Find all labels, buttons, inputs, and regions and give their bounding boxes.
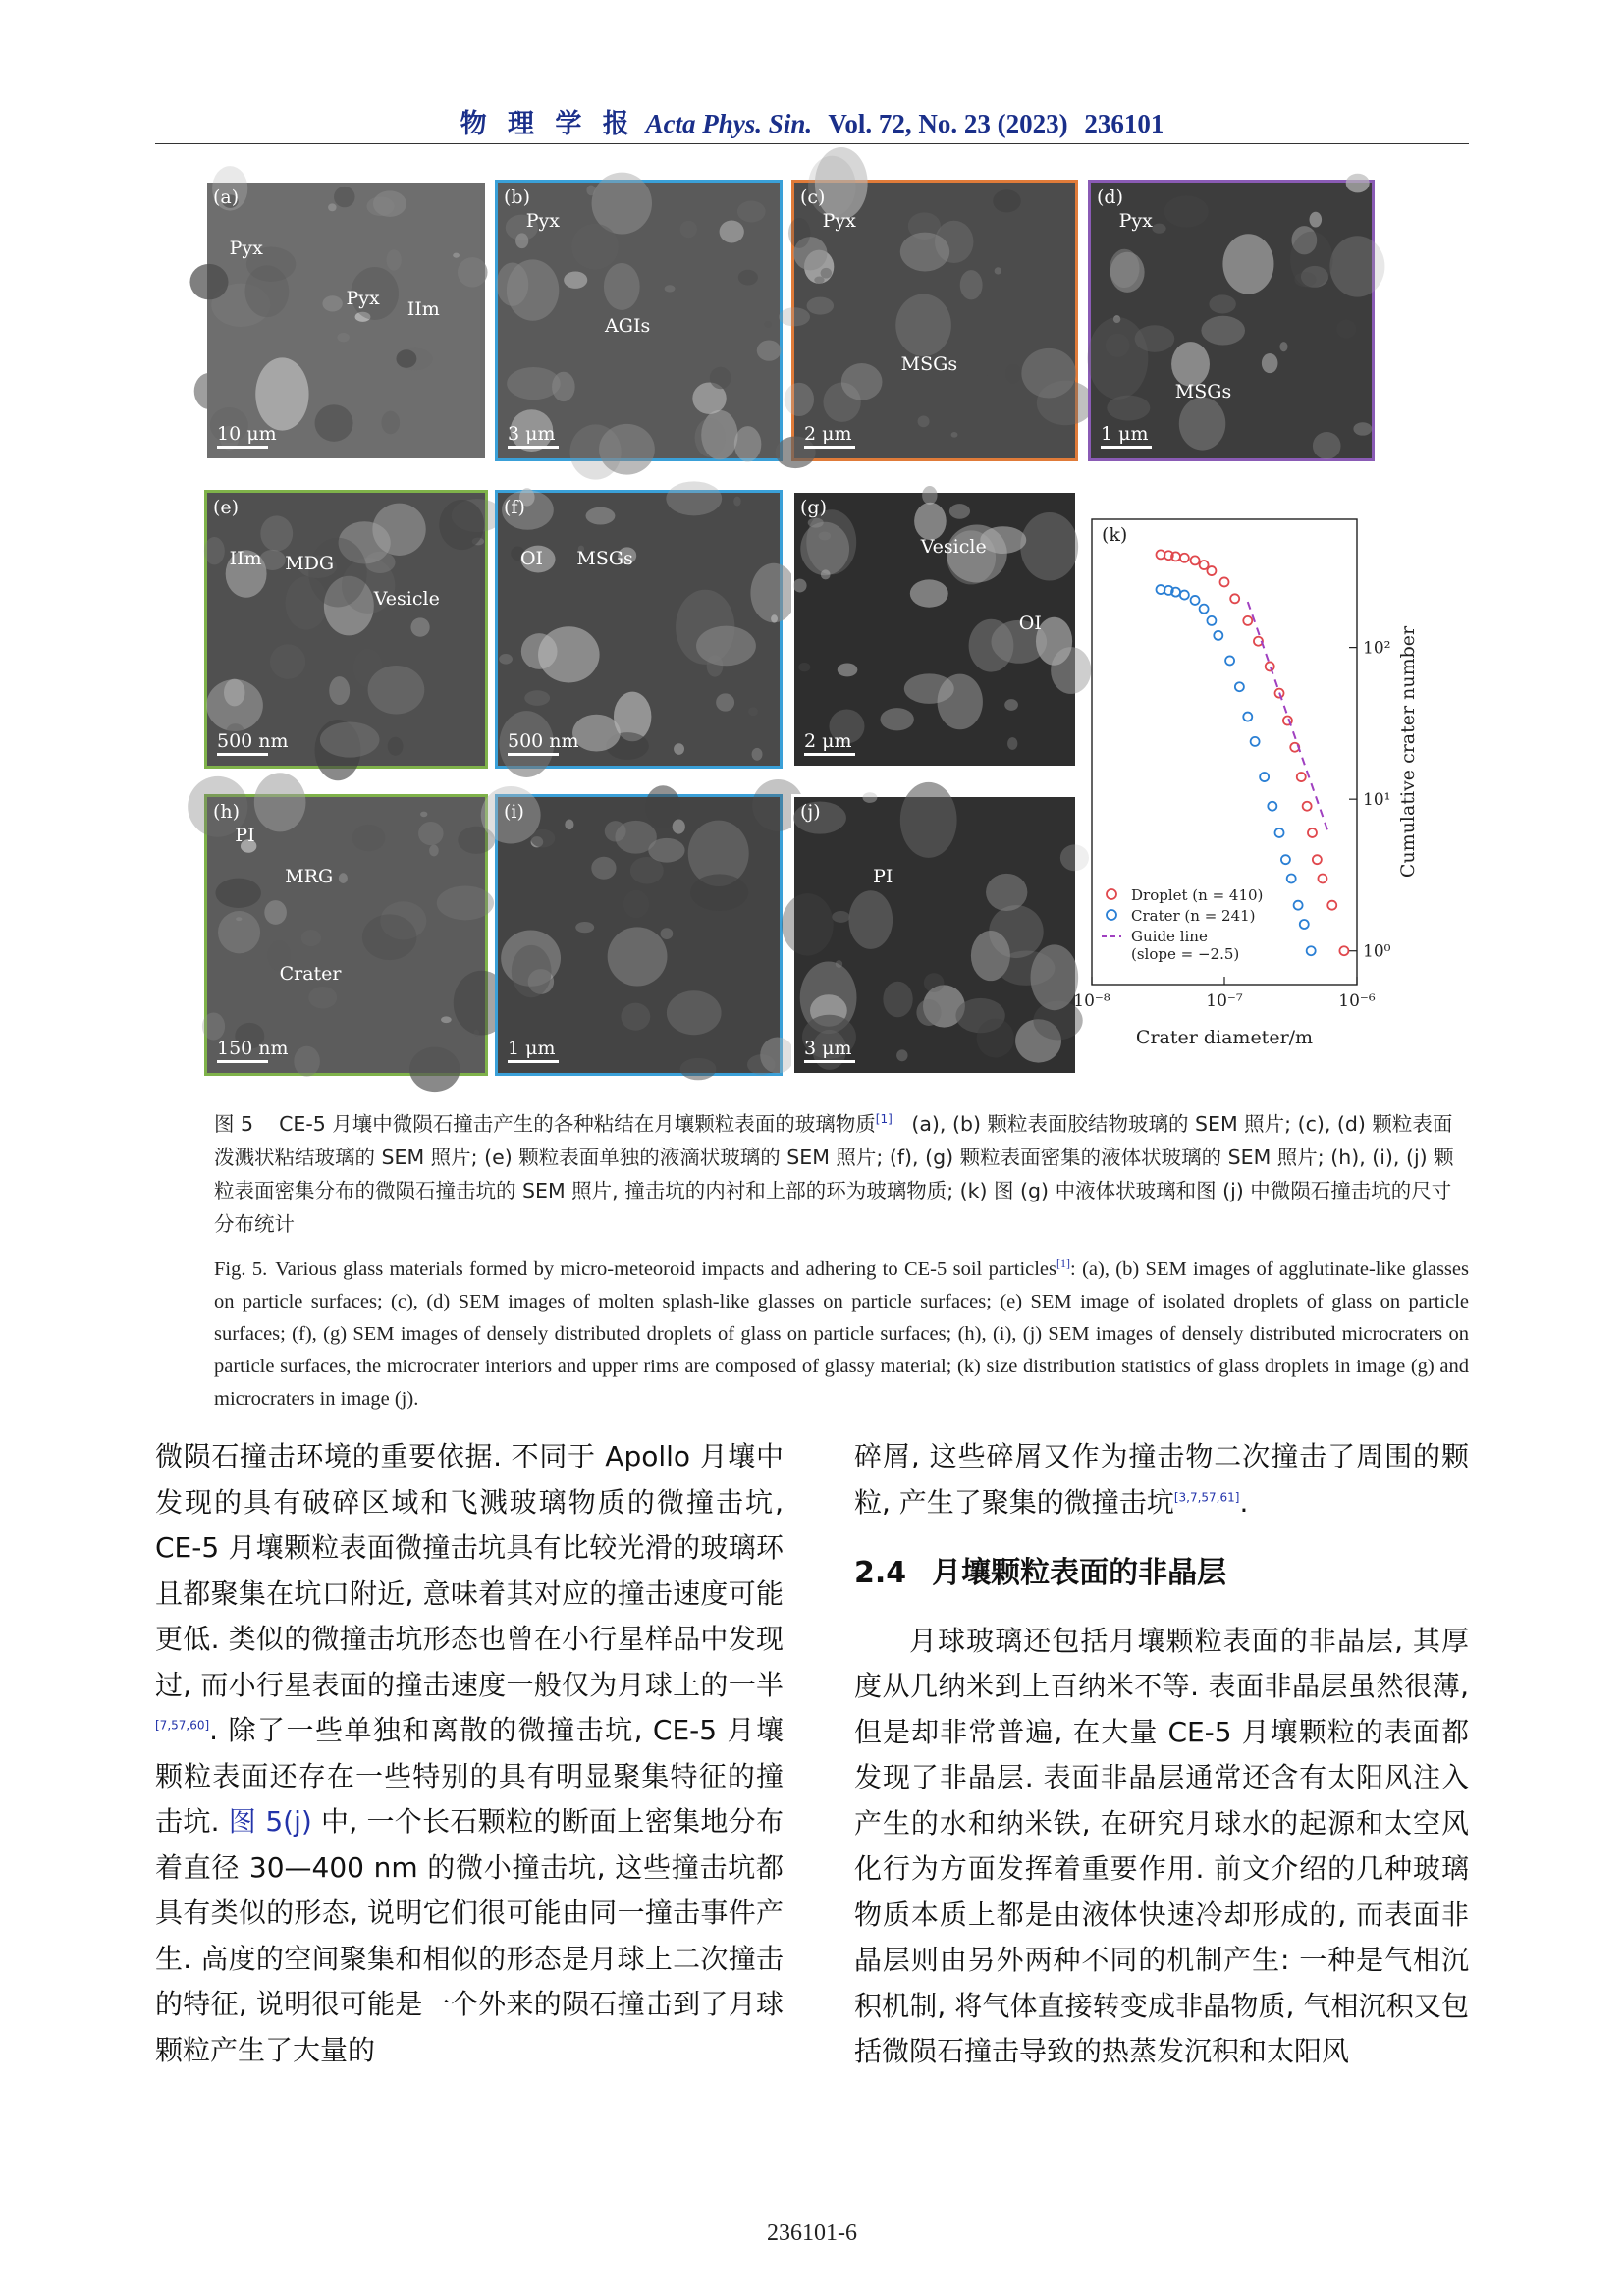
scale-bar-label-a: 10 μm [217, 423, 277, 445]
chart-panel-label: (k) [1102, 524, 1128, 546]
panel-g-annotation: Vesicle [920, 536, 987, 559]
panel-f [495, 490, 783, 769]
scale-bar-h [217, 1060, 268, 1063]
scale-bar-label-b: 3 μm [508, 423, 556, 445]
body-right-column [854, 1434, 1469, 2075]
panel-e [204, 490, 488, 769]
sem-image-e [207, 493, 485, 766]
figure-5j-link[interactable]: 图 5(j) [228, 1805, 312, 1838]
x-tick-label: 10⁻⁶ [1338, 991, 1376, 1011]
panel-d [1088, 180, 1375, 461]
body-right-ref[interactable]: [3,7,57,61] [1173, 1490, 1240, 1505]
x-axis-label: Crater diameter/m [1135, 1027, 1314, 1048]
panel-c-annotation: Pyx [822, 210, 856, 233]
legend-entry: (slope = −2.5) [1131, 945, 1240, 963]
panel-label-h: (h) [213, 801, 241, 823]
scale-bar-f [508, 753, 559, 756]
legend-entry: Guide line [1131, 928, 1208, 945]
sem-image-f [498, 493, 780, 766]
panel-c-annotation: MSGs [900, 353, 958, 376]
caption-en-text-1: Various glass materials formed by micro-meteoroid impacts and adhering to CE-5 soil particles [275, 1258, 1057, 1280]
panel-h-annotation: PI [235, 825, 255, 847]
body-right-text-1: 碎屑, 这些碎屑又作为撞击物二次撞击了周围的颗粒, 产生了聚集的微撞击坑 [854, 1440, 1469, 1519]
panel-b [495, 180, 783, 461]
body-left-text-3: 中, 一个长石颗粒的断面上密集地分布着直径 30—400 nm 的微小撞击坑, 这些撞击坑都具有类似的形态, 说明它们很可能由同一撞击事件产生. 高度的空间聚集和相似的形态是月球上二次撞击的特征, 说明很可能是一个外来的陨石撞击到了月球颗粒产生了大量的 [155, 1805, 785, 2066]
panel-d-annotation: MSGs [1174, 381, 1232, 403]
panel-h [204, 794, 488, 1076]
panel-e-annotation: IIm [229, 547, 262, 569]
panel-d-annotation: Pyx [1118, 210, 1153, 233]
panel-f-annotation: MSGs [576, 547, 633, 569]
section-number: 2.4 [854, 1556, 907, 1590]
sem-image-j [794, 797, 1075, 1073]
body-left-text-1: 微陨石撞击环境的重要依据. 不同于 Apollo 月壤中发现的具有破碎区域和飞溅玻璃物质的微撞击坑, CE-5 月壤颗粒表面微撞击坑具有比较光滑的玻璃环且都聚集在坑口附近, 意味着其对应的撞击速度可能更低. 类似的微撞击坑形态也曾在小行星样品中发现过, 而小行星表面的撞击速度一般仅为月球上的一半 [155, 1440, 784, 1701]
caption-cn [214, 1107, 1469, 1241]
panel-label-f: (f) [504, 497, 525, 518]
scale-bar-label-e: 500 nm [217, 730, 289, 752]
scale-bar-label-c: 2 μm [804, 423, 852, 445]
panel-e-annotation: Vesicle [373, 588, 440, 611]
caption-en [214, 1254, 1469, 1415]
y-tick-label: 10¹ [1363, 790, 1391, 811]
scale-bar-label-j: 3 μm [804, 1038, 852, 1059]
body-left-text-2: . 除了一些单独和离散的微撞击坑, CE-5 月壤颗粒表面还存在一些特别的具有明显聚集特征的撞击坑. [155, 1714, 784, 1838]
panel-a [204, 180, 488, 461]
panel-c [791, 180, 1078, 461]
scale-bar-a [217, 446, 268, 449]
y-axis-label: Cumulative crater number [1397, 625, 1419, 879]
body-right-paragraph-1 [854, 1434, 1469, 1525]
scale-bar-label-d: 1 μm [1101, 423, 1149, 445]
body-left-column [155, 1434, 784, 2073]
panel-a-annotation: Pyx [229, 238, 263, 260]
panel-label-e: (e) [213, 497, 240, 518]
journal-header [155, 102, 1469, 140]
caption-cn-ref[interactable]: [1] [875, 1112, 893, 1127]
crater-size-chart [1073, 496, 1422, 1075]
panel-b-annotation: AGIs [605, 314, 651, 337]
x-tick-label: 10⁻⁷ [1206, 991, 1243, 1011]
legend-entry: Crater (n = 241) [1131, 907, 1256, 925]
y-tick-label: 10² [1363, 638, 1391, 659]
panel-h-annotation: MRG [285, 866, 334, 888]
caption-cn-label: 图 5 [214, 1112, 254, 1136]
panel-label-j: (j) [800, 801, 821, 823]
scale-bar-i [508, 1060, 559, 1063]
panel-label-b: (b) [504, 187, 530, 208]
page-number: 236101-6 [767, 2220, 857, 2246]
panel-label-g: (g) [800, 497, 827, 518]
panel-f-annotation: OI [519, 547, 544, 569]
x-tick-label: 10⁻⁸ [1073, 991, 1110, 1011]
body-left-ref[interactable]: [7,57,60] [155, 1718, 210, 1733]
scale-bar-label-h: 150 nm [217, 1038, 289, 1059]
panel-j-annotation: PI [873, 866, 893, 888]
panel-a-annotation: Pyx [346, 287, 380, 309]
legend-entry: Droplet (n = 410) [1131, 886, 1264, 904]
panel-label-i: (i) [504, 801, 524, 823]
article-number: 236101 [1084, 109, 1164, 138]
body-right-paragraph-2: 月球玻璃还包括月壤颗粒表面的非晶层, 其厚度从几纳米到上百纳米不等. 表面非晶层虽然很薄, 但是却非常普遍, 在大量 CE-5 月壤颗粒的表面都发现了非晶层. 表面非晶层通常还含有太阳风注入产生的水和纳米铁, 在研究月球水的起源和太空风化行为方面发挥着重要作用. 前文介绍的几种玻璃物质本质上都是由液体快速冷却形成的, 而表面非晶层则由另外两种不同的机制产生: 一种是气相沉积机制, 将气体直接转变成非晶物质, 气相沉积又包括微陨石撞击导致的热蒸发沉积和太阳风 [854, 1624, 1469, 2067]
panel-label-a: (a) [213, 187, 240, 208]
panel-i [495, 794, 783, 1076]
caption-cn-text-2: (a), (b) 颗粒表面胶结物玻璃的 SEM 照片; (c), (d) 颗粒表面泼溅状粘结玻璃的 SEM 照片; (e) 颗粒表面单独的液滴状玻璃的 SEM 照片; (f), (g) 颗粒表面密集的液体状玻璃的 SEM 照片; (h), (i), (j) 颗粒表面密集分布的微陨石撞击坑的 SEM 照片, 撞击坑的内衬和上部的环为玻璃物质; (k) 图 (g) 中液体状玻璃和图 (j) 中微陨石撞击坑的尺寸分布统计 [214, 1112, 1454, 1236]
scale-bar-e [217, 753, 268, 756]
journal-volume: Vol. 72, No. 23 (2023) [828, 109, 1068, 138]
panel-b-annotation: Pyx [525, 210, 560, 233]
caption-en-label: Fig. 5. [214, 1258, 268, 1280]
y-tick-label: 10⁰ [1363, 941, 1391, 962]
header-rule [155, 143, 1469, 144]
section-heading [854, 1551, 1469, 1597]
scale-bar-d [1101, 446, 1152, 449]
scale-bar-label-f: 500 nm [508, 730, 579, 752]
journal-name-cn: 物 理 学 报 [460, 109, 635, 139]
journal-name-en: Acta Phys. Sin. [645, 109, 813, 138]
panel-label-d: (d) [1097, 187, 1123, 208]
scale-bar-b [508, 446, 559, 449]
caption-cn-text-1: CE-5 月壤中微陨石撞击产生的各种粘结在月壤颗粒表面的玻璃物质 [279, 1112, 876, 1136]
caption-en-text-2: : (a), (b) SEM images of agglutinate-like glasses on particle surfaces; (c), (d) SEM images of molten splash-like glasses on particle surfaces; (e) SEM image of isolated droplets of glass on particle surfaces; (f), (g) SEM images of densely distributed droplets of glass on particle surfaces; (h), (i), (j) SEM images of densely distributed microcraters on particle surfaces, the microcrater interiors and upper rims are composed of glassy material; (k) size distribution statistics of glass droplets in image (g) and microcraters in image (j). [214, 1258, 1469, 1410]
scale-bar-j [804, 1060, 855, 1063]
panel-h-annotation: Crater [279, 962, 342, 985]
caption-en-ref[interactable]: [1] [1056, 1256, 1071, 1271]
body-right-text-1-end: . [1239, 1485, 1249, 1519]
panel-e-annotation: MDG [285, 553, 335, 575]
scale-bar-label-g: 2 μm [804, 730, 852, 752]
panel-g [791, 490, 1078, 769]
panel-j [791, 794, 1078, 1076]
section-title: 月壤颗粒表面的非晶层 [932, 1556, 1227, 1590]
scale-bar-label-i: 1 μm [508, 1038, 556, 1059]
panel-label-c: (c) [800, 187, 826, 208]
panel-a-annotation: IIm [406, 298, 440, 321]
panel-g-annotation: OI [1018, 613, 1042, 635]
sem-image-i [498, 797, 780, 1073]
scale-bar-g [804, 753, 855, 756]
scale-bar-c [804, 446, 855, 449]
body-left-paragraph [155, 1434, 784, 2073]
sem-image-a [207, 183, 485, 458]
